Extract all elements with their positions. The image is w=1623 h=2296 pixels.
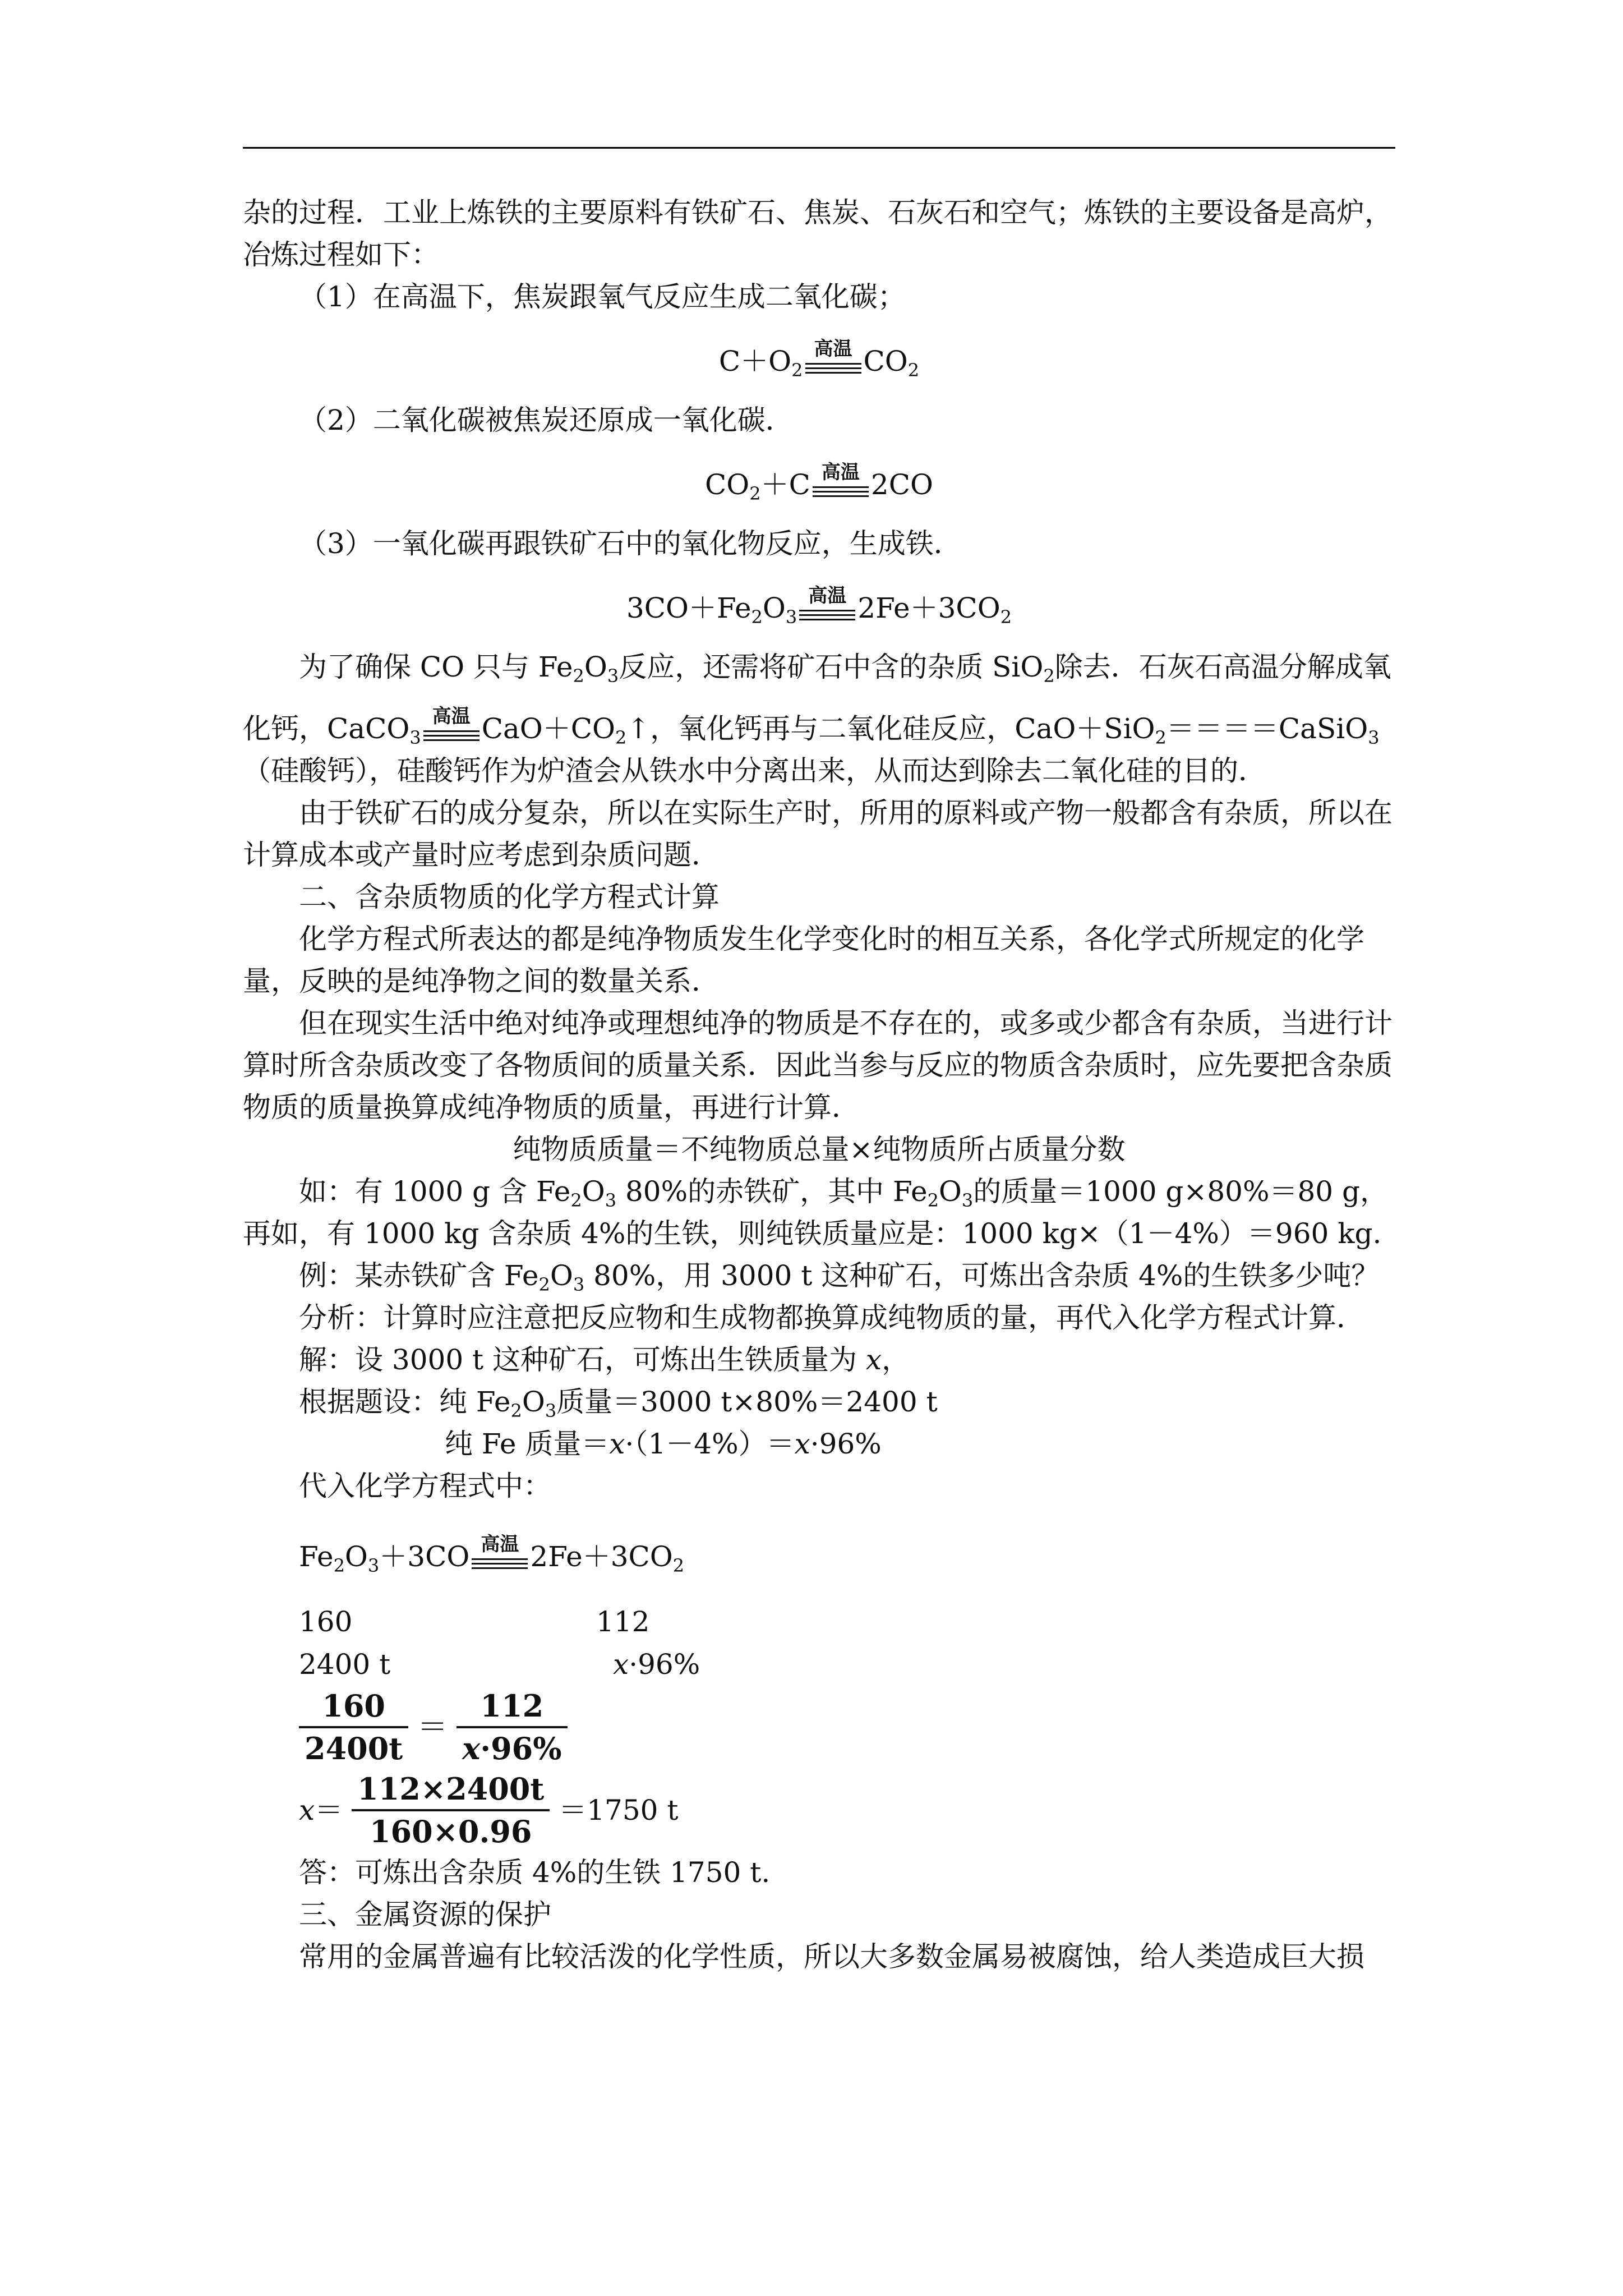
analysis-paragraph: 分析：计算时应注意把反应物和生成物都换算成纯物质的量，再代入化学方程式计算．: [299, 1301, 1364, 1334]
high-temp-condition: 高温: [422, 708, 481, 742]
fraction-equation: $\frac{160}{2400t}$ ＝ $\frac{112}{x\cdot 96\%}$: [243, 1686, 1395, 1769]
header-rule: [243, 147, 1395, 149]
equation-4: $Fe_2O_3+3CO$ 高温 $2Fe+3CO_2$: [299, 1533, 685, 1576]
high-temp-condition: 高温: [471, 1536, 529, 1570]
pure-substance-paragraph: 化学方程式所表达的都是纯净物质发生化学变化时的相互关系，各化学式所规定的化学量，反映的是纯净物之间的数量关系．: [243, 923, 1364, 997]
equation-2: $CO_2+C$ 高温 2CO: [705, 461, 933, 504]
high-temp-condition: 高温: [798, 587, 856, 621]
ore-paragraph: 由于铁矿石的成分复杂，所以在实际生产时，所用的原料或产物一般都含有杂质，所以在计算成本或产量时应考虑到杂质问题．: [243, 797, 1393, 871]
section-heading-3: 三、金属资源的保护: [299, 1898, 551, 1931]
step-1-text: （1）在高温下，焦炭跟氧气反应生成二氧化碳；: [299, 280, 906, 313]
solution-line-4: 代入化学方程式中：: [299, 1470, 551, 1502]
equation-3: $3CO+Fe_2O_3$ 高温 $2Fe+3CO_2$: [626, 585, 1012, 628]
ratio-row-1: 160 112: [299, 1605, 650, 1638]
sio2-paragraph-line1: 为了确保 CO 只与 $Fe_2O_3$反应，还需将矿石中含的杂质 SiO$_2$除去．石灰石高温分解成氧: [299, 651, 1391, 687]
solution-line-1: 解：设 3000 t 这种矿石，可炼出生铁质量为 x，: [299, 1343, 910, 1376]
solution-line-3: 纯 Fe 质量＝x·（1－4%）＝x·96%: [445, 1428, 882, 1460]
equation-1: $C+O_2$ 高温 $CO_2$: [718, 338, 920, 381]
solve-for-x: x＝ $\frac{112\times 2400t}{160\times 0.96}$ ＝1750 t: [299, 1771, 679, 1849]
section-heading-2: 二、含杂质物质的化学方程式计算: [299, 881, 720, 913]
mass-formula: 纯物质质量＝不纯物质总量×纯物质所占质量分数: [513, 1133, 1126, 1166]
sio2-paragraph-line2: 化钙，CaCO$_3$ 高温 $CaO+CO_2↑$，氧化钙再与二氧化硅反应，CaO＋SiO$_2$＝＝＝＝CaSiO$_3$（硅酸钙），硅酸钙作为炉渣会从铁水中分离出来，从而达到除去二氧化硅的目的．: [243, 705, 1380, 787]
ratio-row-2: 2400 t x·96%: [299, 1648, 700, 1681]
example-a: 如：有 1000 g 含 $Fe_2O_3$ 80%的赤铁矿，其中 $Fe_2O_3$的质量＝1000 g×80%＝80 g，再如，有 1000 kg 含杂质 4%的生铁，则纯铁质量应是：1000 kg×（1－4%）＝960 kg.: [243, 1175, 1388, 1250]
answer-line: 答：可炼出含杂质 4%的生铁 1750 t.: [299, 1856, 771, 1889]
solution-line-2: 根据题设：纯 $Fe_2O_3$质量＝3000 t×80%＝2400 t: [299, 1386, 938, 1421]
high-temp-condition: 高温: [804, 341, 863, 374]
impurity-paragraph: 但在现实生活中绝对纯净或理想纯净的物质是不存在的，或多或少都含有杂质，当进行计算时所含杂质改变了各物质间的质量关系．因此当参与反应的物质含杂质时，应先要把含杂质物质的质量换算成纯净物质的质量，再进行计算．: [243, 1007, 1393, 1124]
document-body: [243, 192, 1395, 1978]
intro-paragraph: 杂的过程．工业上炼铁的主要原料有铁矿石、焦炭、石灰石和空气；炼铁的主要设备是高炉，冶炼过程如下：: [243, 196, 1393, 271]
step-3-text: （3）一氧化碳再跟铁矿石中的氧化物反应，生成铁．: [299, 527, 962, 560]
step-2-text: （2）二氧化碳被焦炭还原成一氧化碳．: [299, 404, 794, 436]
example-question: 例：某赤铁矿含 $Fe_2O_3$ 80%，用 3000 t 这种矿石，可炼出含杂质 4%的生铁多少吨？: [299, 1259, 1380, 1295]
high-temp-condition: 高温: [811, 464, 870, 498]
last-paragraph: 常用的金属普遍有比较活泼的化学性质，所以大多数金属易被腐蚀，给人类造成巨大损: [299, 1940, 1364, 1973]
